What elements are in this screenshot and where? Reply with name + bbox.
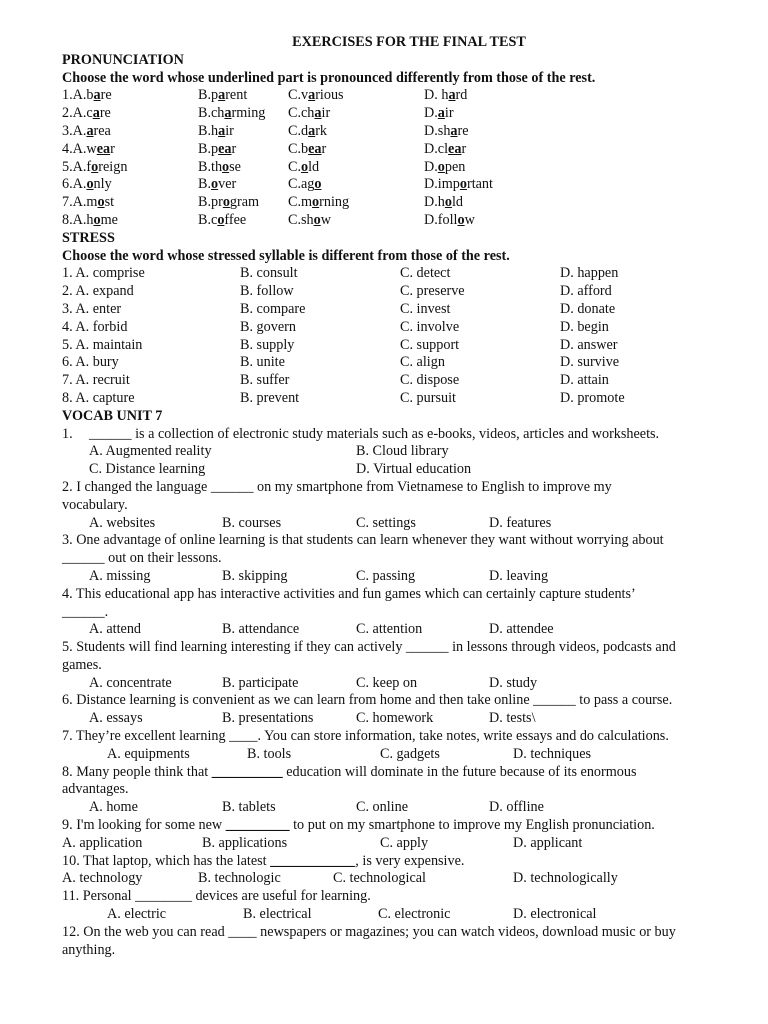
option-d: D. electronical xyxy=(513,906,597,923)
word-start: 3.A. xyxy=(62,122,87,139)
stress-option: 5. A. maintain xyxy=(62,336,143,353)
word-start: C.ag xyxy=(288,176,315,193)
pronunciation-instruction: Choose the word whose underlined part is pronounced differently from those of the rest. xyxy=(62,69,596,86)
worksheet xyxy=(62,34,722,959)
word-end: r xyxy=(110,140,115,157)
word-end: rious xyxy=(315,87,344,104)
question-1-options-row-1 xyxy=(62,443,722,461)
underlined-sound: a xyxy=(308,122,316,139)
stress-option: 4. A. forbid xyxy=(62,318,128,335)
word-start: B.p xyxy=(198,140,219,157)
pronunciation-row xyxy=(62,194,722,212)
stress-row xyxy=(62,337,722,355)
question-7: 7. They’re excellent learning ____. You can store information, take notes, write essays and do calculations. xyxy=(62,728,669,745)
pronunciation-option xyxy=(288,105,330,123)
word-end: pen xyxy=(444,158,466,175)
option-d: D. attendee xyxy=(489,621,554,638)
underlined-sound: a xyxy=(308,87,316,104)
option-c: C. online xyxy=(356,799,409,816)
question-1 xyxy=(62,426,722,444)
underlined-sound: o xyxy=(222,158,230,175)
underlined-sound: o xyxy=(313,211,321,228)
underlined-sound: a xyxy=(218,122,226,139)
word-start: C.v xyxy=(288,87,309,104)
pronunciation-option xyxy=(288,176,322,194)
word-end: gram xyxy=(229,194,260,211)
stress-option: D. survive xyxy=(560,354,620,371)
pronunciation-row xyxy=(62,176,722,194)
option-d: D. techniques xyxy=(513,745,592,762)
stress-option: 1. A. comprise xyxy=(62,265,145,282)
stress-option: B. prevent xyxy=(240,389,300,406)
word-end: ld xyxy=(308,158,320,175)
word-end: r xyxy=(461,140,467,157)
stress-option: C. align xyxy=(400,354,445,371)
option-a: A. websites xyxy=(89,514,156,531)
pronunciation-option xyxy=(424,87,467,105)
page-title: EXERCISES FOR THE FINAL TEST xyxy=(292,34,526,50)
stress-option: D. begin xyxy=(560,318,609,335)
option-a: A. missing xyxy=(89,567,151,584)
underlined-sound: ea xyxy=(308,140,322,157)
option-b: B. courses xyxy=(222,514,282,531)
underlined-sound: o xyxy=(437,158,445,175)
option-a: A. concentrate xyxy=(89,674,172,691)
option-d: D. Virtual education xyxy=(356,461,472,478)
word-end: rea xyxy=(93,122,111,139)
option-d: D. features xyxy=(489,514,552,531)
stress-option: C. involve xyxy=(400,318,460,335)
stress-option: B. suffer xyxy=(240,372,290,389)
stress-option: C. pursuit xyxy=(400,389,456,406)
stress-option: D. promote xyxy=(560,389,625,406)
option-b: B. electrical xyxy=(243,906,312,923)
underlined-sound: o xyxy=(91,158,99,175)
option-c: C. homework xyxy=(356,710,434,727)
stress-option: 2. A. expand xyxy=(62,283,134,300)
stress-list xyxy=(62,265,722,407)
pronunciation-option xyxy=(198,87,247,105)
stress-option: B. supply xyxy=(240,336,295,353)
word-end: ffee xyxy=(224,211,247,228)
question-2-continued: vocabulary. xyxy=(62,496,128,513)
option-b: B. tablets xyxy=(222,799,276,816)
word-start: D. xyxy=(424,158,438,175)
underlined-sound: a xyxy=(448,87,456,104)
stress-row xyxy=(62,301,722,319)
underlined-sound: o xyxy=(457,211,465,228)
pronunciation-option xyxy=(424,123,469,141)
pronunciation-option xyxy=(288,123,327,141)
word-start: D. h xyxy=(424,87,449,104)
word-start: D. xyxy=(424,105,438,122)
word-end: nly xyxy=(93,176,112,193)
pronunciation-option xyxy=(62,105,111,123)
question-3-continued: ______ out on their lessons. xyxy=(62,550,222,567)
word-start: C.d xyxy=(288,122,309,139)
stress-option: C. detect xyxy=(400,265,451,282)
question-text-start: 9. I'm looking for some new xyxy=(62,817,226,834)
word-start: 2.A.c xyxy=(62,105,93,122)
pronunciation-option xyxy=(424,159,465,177)
question-5-options xyxy=(62,675,722,693)
underlined-sound: ea xyxy=(448,140,462,157)
option-b: B. participate xyxy=(222,674,299,691)
underlined-sound: a xyxy=(314,105,322,122)
stress-option: C. invest xyxy=(400,300,451,317)
question-text: ______ is a collection of electronic study materials such as e-books, videos, articles and worksheets. xyxy=(89,425,660,442)
stress-instruction: Choose the word whose stressed syllable is different from those of the rest. xyxy=(62,247,510,264)
question-2: 2. I changed the language ______ on my smartphone from Vietnamese to English to improve my xyxy=(62,478,612,495)
word-end: reign xyxy=(98,158,128,175)
word-end: me xyxy=(100,211,118,228)
stress-row xyxy=(62,319,722,337)
option-c: C. gadgets xyxy=(380,745,440,762)
pronunciation-row xyxy=(62,159,722,177)
underlined-sound: a xyxy=(86,122,94,139)
pronunciation-option xyxy=(198,194,259,212)
question-10 xyxy=(62,853,722,871)
question-text-end: education will dominate in the future because of its enormous xyxy=(282,763,637,780)
pronunciation-option xyxy=(424,105,454,123)
stress-option: D. answer xyxy=(560,336,618,353)
word-start: D.imp xyxy=(424,176,460,193)
word-end: se xyxy=(229,158,241,175)
stress-row xyxy=(62,283,722,301)
word-end: ld xyxy=(451,194,464,211)
pronunciation-option xyxy=(198,159,241,177)
question-3: 3. One advantage of online learning is that students can learn whenever they want without worrying about xyxy=(62,532,664,549)
word-start: D.sh xyxy=(424,122,451,139)
pronunciation-option xyxy=(424,141,466,159)
underlined-sound: o xyxy=(301,158,309,175)
word-start: B. xyxy=(198,176,212,193)
stress-option: C. preserve xyxy=(400,283,465,300)
underlined-sound: ea xyxy=(218,140,232,157)
underlined-sound: o xyxy=(217,211,225,228)
underlined-sound: a xyxy=(224,105,232,122)
pronunciation-option xyxy=(424,194,463,212)
pronunciation-option xyxy=(424,176,493,194)
underlined-sound: ea xyxy=(96,140,111,157)
word-start: B.h xyxy=(198,122,219,139)
option-c: C. passing xyxy=(356,567,416,584)
word-start: 4.A.w xyxy=(62,140,97,157)
stress-row xyxy=(62,372,722,390)
underlined-sound: o xyxy=(211,176,219,193)
question-11-options xyxy=(62,906,722,924)
stress-option: 8. A. capture xyxy=(62,389,135,406)
option-a: A. equipments xyxy=(107,745,190,762)
underlined-sound: o xyxy=(312,194,320,211)
underlined-sound: a xyxy=(218,87,226,104)
question-5-continued: games. xyxy=(62,656,102,673)
question-10-options xyxy=(62,870,722,888)
option-b: B. technologic xyxy=(198,870,281,887)
option-c: C. settings xyxy=(356,514,416,531)
option-c: C. electronic xyxy=(378,906,451,923)
stress-option: 6. A. bury xyxy=(62,354,119,371)
word-start: B.pr xyxy=(198,194,223,211)
question-8 xyxy=(62,764,722,782)
pronunciation-row xyxy=(62,123,722,141)
word-start: C.b xyxy=(288,140,309,157)
stress-option: D. attain xyxy=(560,372,609,389)
option-c: C. technological xyxy=(333,870,426,887)
section-heading-vocab: VOCAB UNIT 7 xyxy=(62,407,163,424)
underlined-sound: a xyxy=(450,122,458,139)
question-text-start: 8. Many people think that xyxy=(62,763,212,780)
word-start: B.p xyxy=(198,87,219,104)
stress-option: C. support xyxy=(400,336,460,353)
underlined-sound: o xyxy=(93,211,101,228)
option-d: D. leaving xyxy=(489,567,549,584)
question-text-start: 10. That laptop, which has the latest xyxy=(62,852,271,869)
option-d: D. applicant xyxy=(513,834,583,851)
word-end: ir xyxy=(444,105,454,122)
answer-blank: ____________, xyxy=(270,852,359,869)
word-end: r xyxy=(231,140,237,157)
word-start: 8.A.h xyxy=(62,211,94,228)
pronunciation-row xyxy=(62,212,722,230)
word-end: re xyxy=(100,87,112,104)
option-b: B. attendance xyxy=(222,621,300,638)
word-start: C.m xyxy=(288,194,313,211)
word-start: B.c xyxy=(198,211,218,228)
question-6-options xyxy=(62,710,722,728)
word-end: re xyxy=(99,105,111,122)
question-12: 12. On the web you can read ____ newspapers or magazines; you can watch videos, download music or buy xyxy=(62,923,676,940)
answer-blank: _________ xyxy=(225,817,290,834)
section-heading-pronunciation: PRONUNCIATION xyxy=(62,51,184,68)
option-a: A. essays xyxy=(89,710,143,727)
word-end: st xyxy=(104,194,115,211)
word-start: 6.A. xyxy=(62,176,87,193)
answer-blank: __________ xyxy=(211,763,283,780)
option-c: C. apply xyxy=(380,834,429,851)
stress-option: B. follow xyxy=(240,283,294,300)
stress-option: D. donate xyxy=(560,300,616,317)
pronunciation-option xyxy=(288,212,331,230)
underlined-sound: o xyxy=(444,194,452,211)
underlined-sound: o xyxy=(86,176,94,193)
question-8-continued: advantages. xyxy=(62,781,129,798)
option-b: B. tools xyxy=(247,745,292,762)
word-start: 1.A.b xyxy=(62,87,94,104)
question-text-end: to put on my smartphone to improve my English pronunciation. xyxy=(289,817,655,834)
stress-option: C. dispose xyxy=(400,372,460,389)
underlined-sound: a xyxy=(93,87,101,104)
word-end: ir xyxy=(225,122,234,139)
option-a: A. technology xyxy=(62,870,143,887)
question-3-options xyxy=(62,568,722,586)
word-end: re xyxy=(457,122,469,139)
option-a: A. application xyxy=(62,834,143,851)
stress-option: B. compare xyxy=(240,300,306,317)
option-b: B. skipping xyxy=(222,567,288,584)
word-end: w xyxy=(320,211,331,228)
pronunciation-option xyxy=(62,176,112,194)
underlined-sound: a xyxy=(92,105,100,122)
word-start: 7.A.m xyxy=(62,194,98,211)
question-7-options xyxy=(62,746,722,764)
underlined-sound: o xyxy=(459,176,467,193)
pronunciation-option xyxy=(62,159,127,177)
word-end: rent xyxy=(225,87,248,104)
word-end: rning xyxy=(319,194,350,211)
stress-row xyxy=(62,390,722,408)
option-c: C. attention xyxy=(356,621,423,638)
stress-row xyxy=(62,354,722,372)
option-a: A. Augmented reality xyxy=(89,443,212,460)
question-12-continued: anything. xyxy=(62,941,116,958)
question-8-options xyxy=(62,799,722,817)
question-5: 5. Students will find learning interesting if they can actively ______ in lessons through videos, podcasts and xyxy=(62,639,676,656)
word-start: 5.A.f xyxy=(62,158,92,175)
stress-option: 3. A. enter xyxy=(62,300,122,317)
pronunciation-row xyxy=(62,105,722,123)
option-a: A. electric xyxy=(107,906,167,923)
option-b: B. Cloud library xyxy=(356,443,449,460)
pronunciation-option xyxy=(288,87,344,105)
pronunciation-option xyxy=(288,159,319,177)
pronunciation-option xyxy=(198,123,234,141)
stress-option: D. happen xyxy=(560,265,619,282)
question-4-options xyxy=(62,621,722,639)
pronunciation-option xyxy=(198,212,246,230)
word-end: rd xyxy=(455,87,468,104)
question-2-options xyxy=(62,515,722,533)
pronunciation-option xyxy=(198,176,236,194)
pronunciation-option xyxy=(62,141,115,159)
pronunciation-row xyxy=(62,87,722,105)
option-a: A. home xyxy=(89,799,138,816)
underlined-sound: a xyxy=(437,105,445,122)
word-end: rk xyxy=(315,122,328,139)
word-start: D.cl xyxy=(424,140,449,157)
word-end: ir xyxy=(321,105,331,122)
stress-option: D. afford xyxy=(560,283,612,300)
pronunciation-row xyxy=(62,141,722,159)
word-start: C.ch xyxy=(288,105,315,122)
question-11: 11. Personal ________ devices are useful for learning. xyxy=(62,888,371,905)
pronunciation-option xyxy=(288,194,349,212)
question-6: 6. Distance learning is convenient as we can learn from home and then take online ______ to pass a course. xyxy=(62,692,673,709)
question-9-options xyxy=(62,835,722,853)
pronunciation-option xyxy=(288,141,326,159)
pronunciation-option xyxy=(62,194,114,212)
pronunciation-list xyxy=(62,87,722,229)
word-end: w xyxy=(464,211,475,228)
pronunciation-option xyxy=(198,105,265,123)
word-end: rming xyxy=(231,105,266,122)
word-start: D.foll xyxy=(424,211,458,228)
pronunciation-option xyxy=(424,212,475,230)
stress-option: B. govern xyxy=(240,318,296,335)
option-d: D. tests\ xyxy=(489,710,536,727)
word-start: B.th xyxy=(198,158,223,175)
question-9 xyxy=(62,817,722,835)
word-start: C. xyxy=(288,158,302,175)
question-number: 1. xyxy=(62,425,73,442)
option-d: D. study xyxy=(489,674,538,691)
pronunciation-option xyxy=(62,87,112,105)
word-end: rtant xyxy=(466,176,493,193)
section-heading-stress: STRESS xyxy=(62,229,115,246)
word-end: ver xyxy=(218,176,237,193)
word-start: C.sh xyxy=(288,211,314,228)
word-start: B.ch xyxy=(198,105,225,122)
question-text-end: is very expensive. xyxy=(358,852,465,869)
stress-option: B. consult xyxy=(240,265,298,282)
option-c: C. keep on xyxy=(356,674,418,691)
question-4: 4. This educational app has interactive activities and fun games which can certainly capture students’ xyxy=(62,585,636,602)
underlined-sound: o xyxy=(97,194,105,211)
option-b: B. applications xyxy=(202,834,288,851)
question-4-continued: ______. xyxy=(62,603,109,620)
stress-option: B. unite xyxy=(240,354,285,371)
pronunciation-option xyxy=(198,141,236,159)
option-b: B. presentations xyxy=(222,710,314,727)
underlined-sound: o xyxy=(314,176,322,193)
option-c: C. Distance learning xyxy=(89,461,206,478)
pronunciation-option xyxy=(62,212,118,230)
stress-row xyxy=(62,265,722,283)
stress-option: 7. A. recruit xyxy=(62,372,130,389)
option-a: A. attend xyxy=(89,621,142,638)
underlined-sound: o xyxy=(222,194,230,211)
pronunciation-option xyxy=(62,123,111,141)
question-1-options-row-2 xyxy=(62,461,722,479)
word-start: D.h xyxy=(424,194,445,211)
option-d: D. technologically xyxy=(513,870,618,887)
option-d: D. offline xyxy=(489,799,544,816)
word-end: r xyxy=(321,140,327,157)
